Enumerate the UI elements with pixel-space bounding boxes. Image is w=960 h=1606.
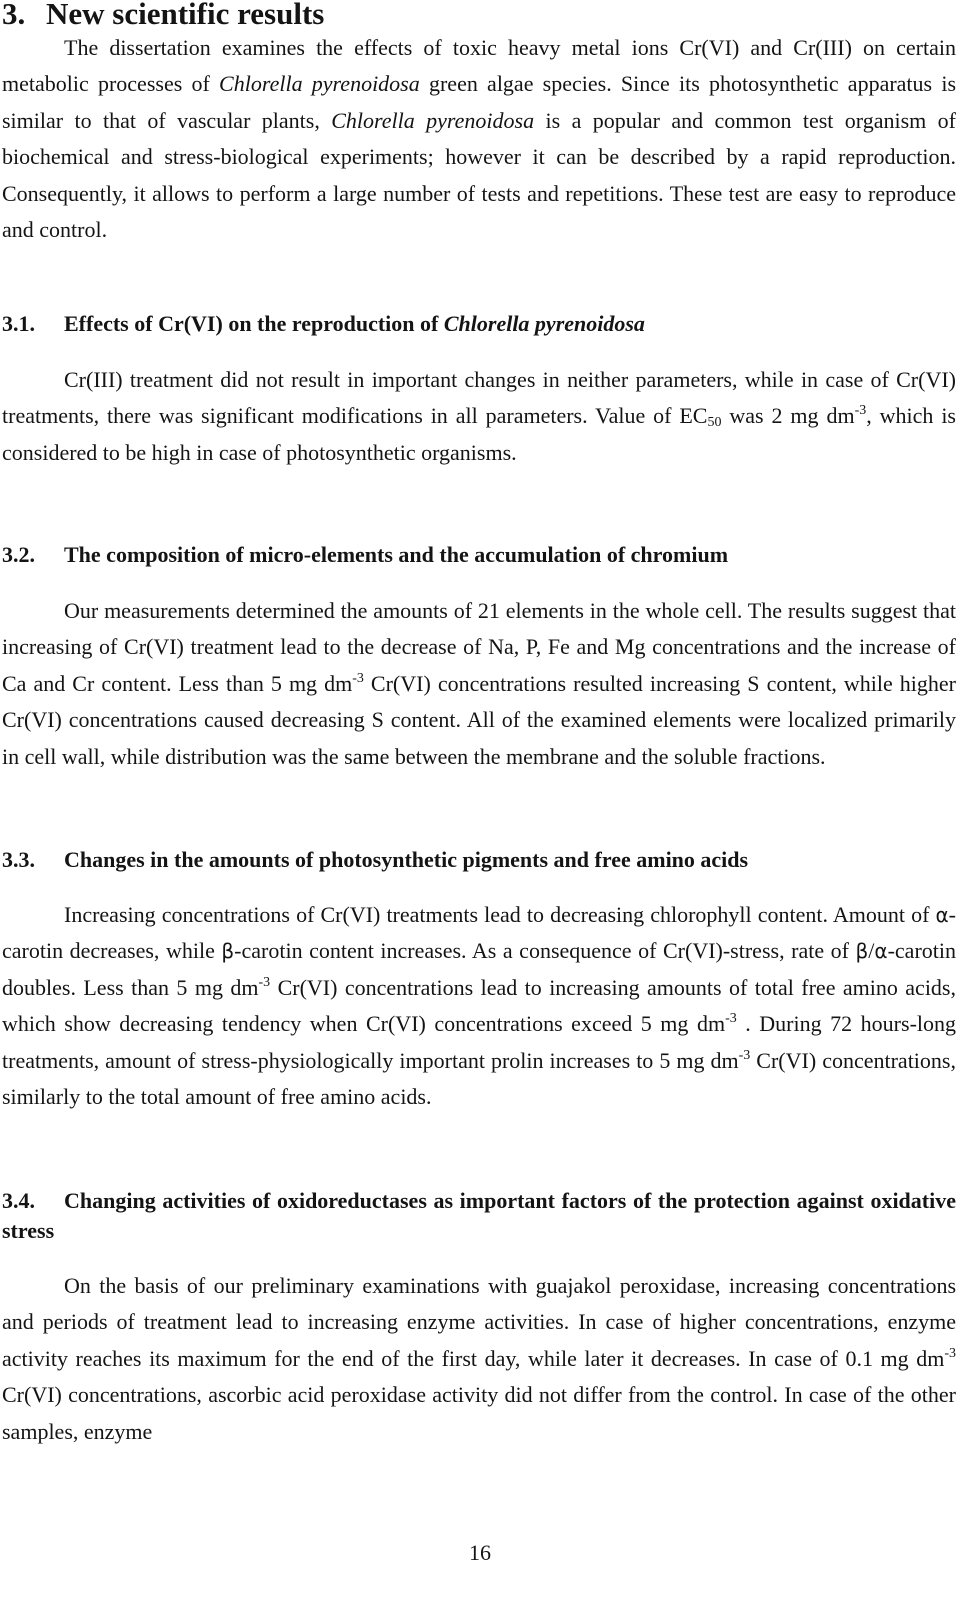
intro-text-3: is a popular and common test organism of biochemical and stress-biological experiments; however it can be described by a rapid reproduction. Consequently, it allows to perform a large number of tests and repetitions. These test are easy to reproduce and control. bbox=[2, 107, 957, 243]
paragraph-text: Cr(III) treatment did not result in important changes in neither parameters, while in case of Cr(VI) treatments, there was significant modifications in all parameters. Value of EC bbox=[2, 367, 956, 429]
unit-exponent: -3 bbox=[352, 670, 364, 686]
section-heading-3-3 bbox=[2, 845, 956, 875]
section-heading-3-2 bbox=[2, 540, 956, 570]
paragraph-text: Cr(VI) concentrations, similarly to the total amount of free amino acids. bbox=[2, 1047, 956, 1110]
species-name: Chlorella pyrenoidosa bbox=[443, 311, 645, 336]
paragraph-text: Cr(VI) concentrations lead to increasing amounts of total free amino acids, which show decreasing tendency when Cr(VI) concentrations exceed 5 mg dm bbox=[2, 974, 956, 1037]
species-name: Chlorella pyrenoidosa bbox=[331, 107, 535, 133]
paragraph-text: was 2 mg dm bbox=[721, 403, 855, 429]
paragraph-text: -carotin doubles. Less than 5 mg dm bbox=[2, 938, 956, 1000]
beta-symbol: β bbox=[221, 939, 235, 964]
section-title: The composition of micro-elements and the accumulation of chromium bbox=[64, 542, 729, 567]
page-number: 16 bbox=[469, 1540, 491, 1565]
paragraph-text: , which is considered to be high in case of photosynthetic organisms. bbox=[2, 403, 956, 465]
intro-text-2: green algae species. Since its photosynthetic apparatus is similar to that of vascular plants, bbox=[2, 71, 957, 133]
section-number: 3.4. bbox=[2, 1188, 35, 1213]
ratio-slash: / bbox=[868, 938, 875, 964]
unit-exponent: -3 bbox=[258, 974, 271, 990]
beta-symbol: β bbox=[855, 939, 869, 964]
section-3-4-paragraph bbox=[2, 1268, 956, 1450]
paragraph-text: -carotin decreases, while bbox=[2, 902, 956, 964]
section-heading-3-1 bbox=[2, 309, 956, 339]
paragraph-text: . During 72 hours-long treatments, amount of stress-physiologically important prolin increases to 5 mg dm bbox=[2, 1011, 957, 1073]
species-name: Chlorella pyrenoidosa bbox=[219, 71, 420, 97]
paragraph-text: Cr(VI) concentrations, ascorbic acid peroxidase activity did not differ from the control. In case of the other samples, enzyme bbox=[2, 1382, 956, 1444]
section-number: 3.1. bbox=[2, 311, 35, 336]
section-title: Changing activities of oxidoreductases as important factors of the protection against oxidative stress bbox=[2, 1188, 956, 1243]
chapter-title: New scientific results bbox=[46, 0, 325, 31]
paragraph-text: On the basis of our preliminary examinations with guajakol peroxidase, increasing concentrations and periods of treatment lead to increasing enzyme activities. In case of higher concentrations, enzyme activity reaches its maximum for the end of the first day, while later it decreases. In case of 0.1 mg dm bbox=[2, 1273, 956, 1371]
paragraph-text: -carotin content increases. As a consequence of Cr(VI)-stress, rate of bbox=[234, 938, 856, 964]
section-3-2-paragraph bbox=[2, 593, 956, 775]
section-number: 3.3. bbox=[2, 847, 35, 872]
paragraph-text: Our measurements determined the amounts of 21 elements in the whole cell. The results suggest that increasing of Cr(VI) treatment lead to the decrease of Na, P, Fe and Mg concentrations and the increase of Ca and Cr content. Less than 5 mg dm bbox=[2, 598, 956, 696]
unit-exponent: -3 bbox=[725, 1011, 737, 1027]
section-3-1-paragraph bbox=[2, 362, 956, 471]
paragraph-text: Increasing concentrations of Cr(VI) treatments lead to decreasing chlorophyll content. Amount of bbox=[64, 902, 936, 927]
intro-text-1: The dissertation examines the effects of toxic heavy metal ions Cr(VI) and Cr(III) on certain metabolic processes of bbox=[2, 35, 956, 97]
unit-exponent: -3 bbox=[944, 1345, 956, 1361]
section-heading-3-4 bbox=[2, 1186, 956, 1246]
section-title: Effects of Cr(VI) on the reproduction of bbox=[64, 311, 444, 336]
alpha-symbol: α bbox=[874, 939, 888, 964]
section-3-3-paragraph bbox=[2, 897, 956, 1115]
chapter-number: 3. bbox=[2, 0, 26, 31]
section-number: 3.2. bbox=[2, 542, 35, 567]
ec-subscript: 50 bbox=[707, 415, 722, 431]
unit-exponent: -3 bbox=[738, 1047, 751, 1063]
unit-exponent: -3 bbox=[854, 403, 867, 419]
intro-paragraph bbox=[2, 30, 956, 248]
section-title: Changes in the amounts of photosynthetic pigments and free amino acids bbox=[64, 847, 749, 872]
alpha-symbol: α bbox=[935, 903, 949, 927]
chapter-heading bbox=[2, 0, 324, 32]
paragraph-text: Cr(VI) concentrations resulted increasing S content, while higher Cr(VI) concentrations caused decreasing S content. All of the examined elements were localized primarily in cell wall, while distribution was the same between the membrane and the soluble fractions. bbox=[2, 670, 956, 769]
